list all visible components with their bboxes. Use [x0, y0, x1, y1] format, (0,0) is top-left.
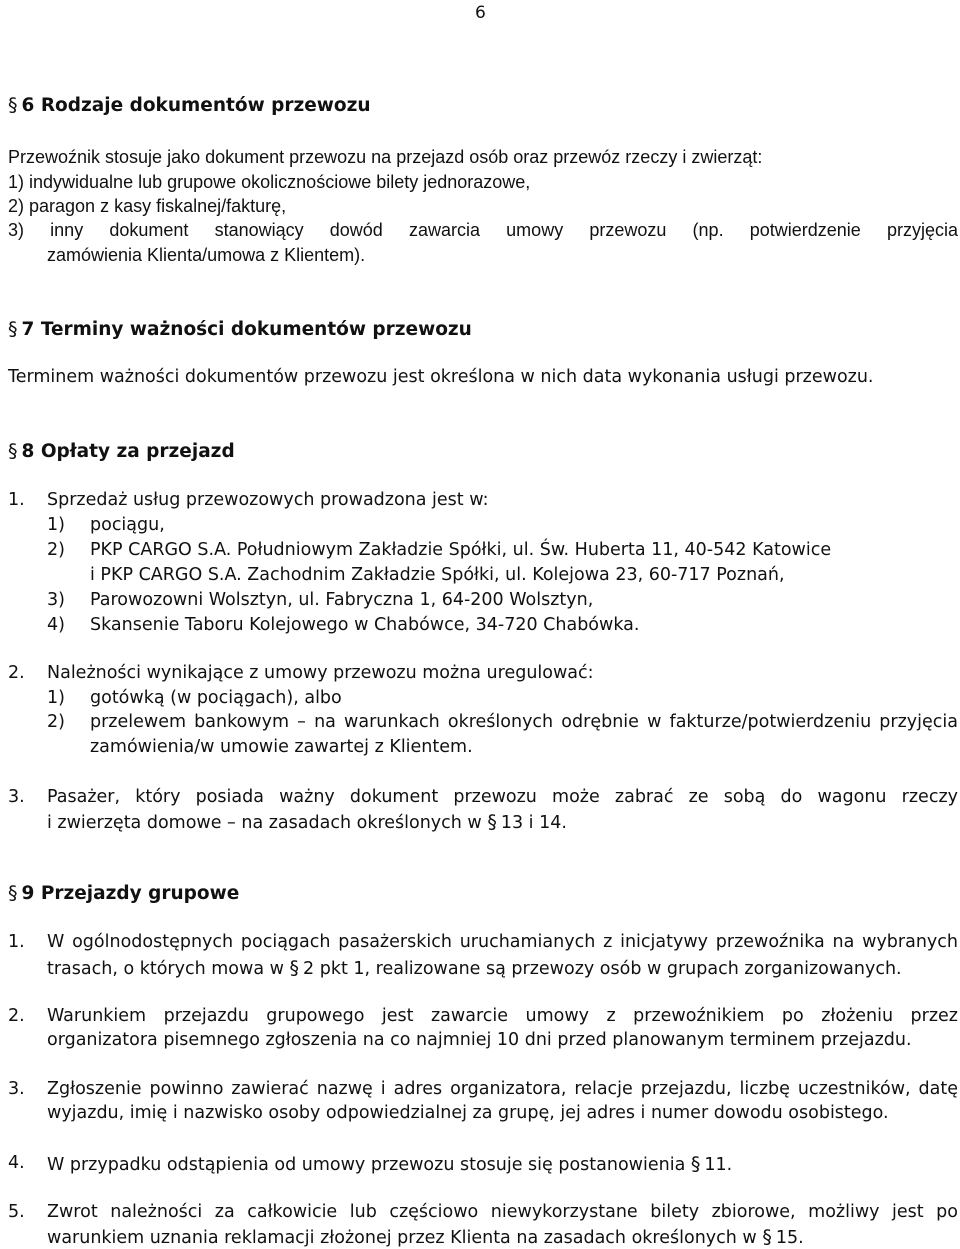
- section-9-p2-line2: organizatora pisemnego zgłoszenia na co najmniej 10 dni przed planowanym terminem przejazdu.: [47, 1030, 912, 1050]
- paragraph-sign: §: [690, 1153, 701, 1175]
- section-8-p3-line1: Pasażer, który posiada ważny dokument przewozu może zabrać ze sobą do wagonu rzeczy: [47, 787, 958, 807]
- section-9-p2-num: 2.: [8, 1006, 25, 1026]
- list-item-num: 1): [47, 688, 65, 708]
- list-item: Parowozowni Wolsztyn, ul. Fabryczna 1, 64-200 Wolsztyn,: [90, 590, 594, 610]
- section-9-p1-line2: trasach, o których mowa w § 2 pkt 1, realizowane są przewozy osób w grupach zorganizowanych.: [47, 957, 902, 979]
- section-9-p1-line1: W ogólnodostępnych pociągach pasażerskich uruchamianych z inicjatywy przewoźnika na wybranych: [47, 932, 958, 952]
- section-6-item-3: 3) inny dokument stanowiący dowód zawarcia umowy przewozu (np. potwierdzenie przyjęcia: [8, 220, 958, 240]
- section-8-p2-text: Należności wynikające z umowy przewozu można uregulować:: [47, 663, 594, 683]
- section-9-p4-text: W przypadku odstąpienia od umowy przewozu stosuje się postanowienia § 11.: [47, 1153, 733, 1175]
- section-8-p3-line2: i zwierzęta domowe – na zasadach określonych w § 13 i 14.: [47, 811, 567, 833]
- section-6-item-3-cont: zamówienia Klienta/umowa z Klientem).: [47, 245, 366, 265]
- section-6-intro: Przewoźnik stosuje jako dokument przewozu na przejazd osób oraz przewóz rzeczy i zwierząt:: [8, 147, 763, 167]
- list-item-num: 1): [47, 515, 65, 535]
- list-item: i PKP CARGO S.A. Zachodnim Zakładzie Spółki, ul. Kolejowa 23, 60-717 Poznań,: [90, 565, 785, 585]
- section-9-p5-line2: warunkiem uznania reklamacji złożonej przez Klienta na zasadach określonych w § 15.: [47, 1226, 804, 1248]
- section-6-item-2: 2) paragon z kasy fiskalnej/fakturę,: [8, 196, 287, 216]
- paragraph-sign: §: [8, 94, 18, 116]
- list-item: przelewem bankowym – na warunkach określonych odrębnie w fakturze/potwierdzeniu przyjęcia: [90, 712, 958, 732]
- list-item-cont: zamówienia/w umowie zawartej z Klientem.: [90, 737, 473, 757]
- list-item-num: 4): [47, 615, 65, 635]
- section-7-heading: § 7 Terminy ważności dokumentów przewozu: [8, 318, 472, 340]
- list-item: gotówką (w pociągach), albo: [90, 688, 342, 708]
- section-9-p5-line1: Zwrot należności za całkowicie lub częściowo niewykorzystane bilety zbiorowe, możliwy jest po: [47, 1202, 958, 1222]
- paragraph-sign: §: [762, 1226, 772, 1248]
- list-item-num: 3): [47, 590, 65, 610]
- list-item: pociągu,: [90, 515, 165, 535]
- section-9-p1-num: 1.: [8, 932, 25, 952]
- list-item-num: 2): [47, 540, 65, 560]
- section-8-p3-num: 3.: [8, 787, 25, 807]
- section-9-p4-num: 4.: [8, 1153, 25, 1173]
- list-item-num: 2): [47, 712, 65, 732]
- section-9-heading: § 9 Przejazdy grupowe: [8, 882, 240, 904]
- section-7-text: Terminem ważności dokumentów przewozu jest określona w nich data wykonania usługi przewozu.: [8, 367, 874, 387]
- section-8-p2-num: 2.: [8, 663, 25, 683]
- section-8-heading: § 8 Opłaty za przejazd: [8, 440, 235, 462]
- section-9-p3-line1: Zgłoszenie powinno zawierać nazwę i adres organizatora, relacje przejazdu, liczbę uczestników, datę: [47, 1079, 958, 1099]
- paragraph-sign: §: [8, 318, 18, 340]
- paragraph-sign: §: [289, 957, 300, 979]
- section-6-heading: § 6 Rodzaje dokumentów przewozu: [8, 94, 371, 116]
- paragraph-sign: §: [8, 440, 18, 462]
- section-6-item-1: 1) indywidualne lub grupowe okolicznościowe bilety jednorazowe,: [8, 172, 531, 192]
- section-8-p1-text: Sprzedaż usług przewozowych prowadzona jest w:: [47, 490, 489, 510]
- section-9-p2-line1: Warunkiem przejazdu grupowego jest zawarcie umowy z przewoźnikiem po złożeniu przez: [47, 1006, 958, 1026]
- paragraph-sign: §: [487, 811, 497, 833]
- section-9-p3-num: 3.: [8, 1079, 25, 1099]
- paragraph-sign: §: [8, 882, 18, 904]
- list-item: Skansenie Taboru Kolejowego w Chabówce, 34-720 Chabówka.: [90, 615, 640, 635]
- section-9-p5-num: 5.: [8, 1202, 25, 1222]
- section-9-p3-line2: wyjazdu, imię i nazwisko osoby odpowiedzialnej za grupę, jej adres i numer dowodu osobistego.: [47, 1103, 889, 1123]
- page-number: 6: [475, 3, 486, 23]
- list-item: PKP CARGO S.A. Południowym Zakładzie Spółki, ul. Św. Huberta 11, 40-542 Katowice: [90, 540, 832, 560]
- section-8-p1-num: 1.: [8, 490, 25, 510]
